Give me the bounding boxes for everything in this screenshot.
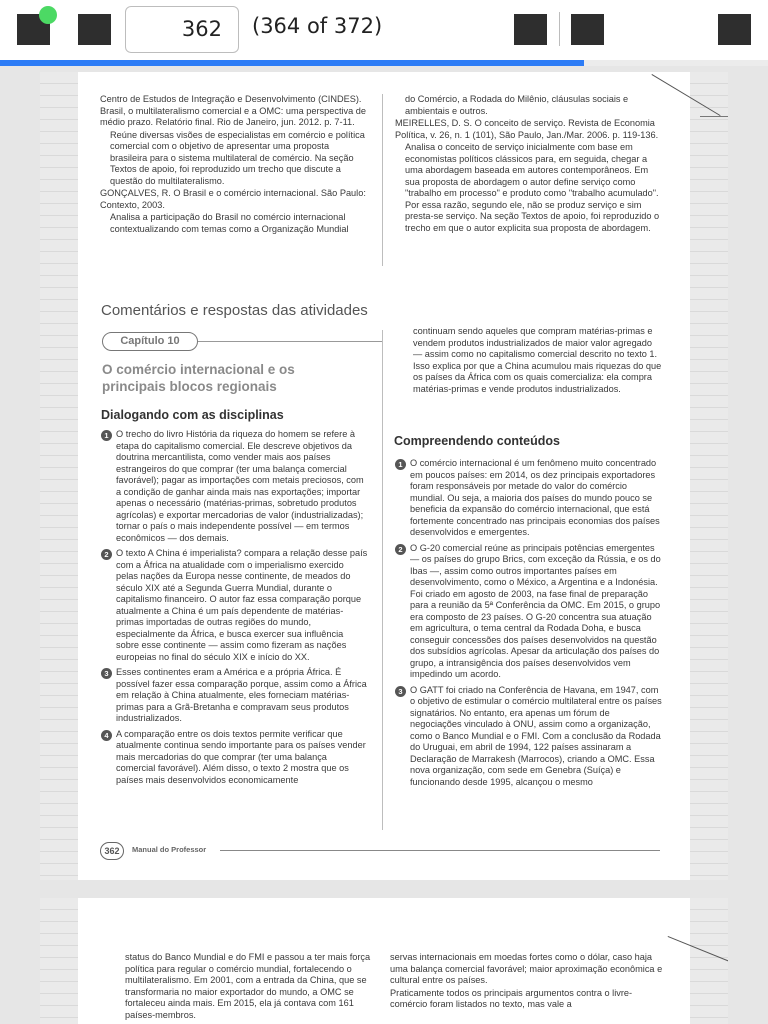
answer-item: [395, 458, 663, 539]
page-gutter-right: [690, 72, 728, 880]
answer-text: O trecho do livro História da riqueza do homem se refere à etapa do capitalismo comercial. Ele descreve objetivos da doutrina mercantilista, como vender mais aos países estrangeiros do que comprar (ter uma balança comercial favorável); pagar as importações com metais preciosos, com a condição de ganhar ainda mais nas exportações; importar apenas o necessário (matérias-primas, sobretudo produtos agrícolas) e exportar mercadorias de valor (industrializadas); tornar o país o mais independente possível — em termos econômicos — dos demais.: [116, 429, 364, 543]
column-divider: [382, 94, 383, 266]
next-page-icon[interactable]: [514, 14, 547, 45]
column-divider: [382, 330, 383, 830]
reader-toolbar: [0, 0, 768, 60]
reference-note: do Comércio, a Rodada do Milênio, cláusulas sociais e ambientais e outros.: [405, 94, 629, 116]
page-number-input[interactable]: 362: [125, 6, 239, 53]
bookmark-icon[interactable]: [571, 14, 604, 45]
paragraph: Praticamente todos os principais argumentos contra o livre-comércio foram listados no texto, mas vale a: [390, 987, 633, 1009]
corner-decoration-2: [700, 116, 728, 117]
document-page: [40, 72, 728, 880]
answer-number-badge: 3: [395, 686, 406, 697]
reference-note: Analisa a participação do Brasil no comércio internacional contextualizando com temas como a Organização Mundial: [110, 212, 349, 234]
answer-text: O G-20 comercial reúne as principais potências emergentes — os países do grupo Brics, com exceção da Rússia, e os do Ibas —, assim como outros importantes países em desenvolvimento, como o México, a Argentina e a Indonésia. Foi criado em agosto de 2003, na fase final de preparação para a reunião da 5ª Conferência da OMC. Em 2015, o grupo era composto de 23 países. O G-20 concentra sua atuação em agricultura, o tema central da Rodada Doha, e busca conseguir concessões dos países desenvolvidos na questão dos subsídios agrícolas. Apesar da articulação dos países do grupo, a intransigência dos países desenvolvidos vem impedindo um acordo.: [410, 542, 661, 679]
reading-progress-fill: [0, 60, 584, 66]
status-dot: [39, 6, 57, 24]
references-right: [395, 94, 662, 235]
answer-text: O GATT foi criado na Conferência de Havana, em 1947, com o objetivo de estimular o comércio multilateral entre os países signatários. No entanto, era apenas um fórum de negociações vinculado à ONU, assim como a organização, como o Banco Mundial e o FMI. Com a conclusão da Rodada do Uruguai, em abril de 1994, 122 países assinaram a Declaração de Marrakesh (Marrocos), criando a OMC. Essa nova organização, com sede em Genebra (Suíça) e funcionando desde 1995, alcançou o mesmo: [410, 684, 662, 787]
answer-number-badge: 2: [395, 544, 406, 555]
menu-icon[interactable]: [718, 14, 751, 45]
subsection-heading-left: Dialogando com as disciplinas: [101, 408, 284, 422]
answer-number-badge: 1: [395, 459, 406, 470]
reference-entry: Centro de Estudos de Integração e Desenvolvimento (CINDES). Brasil, o multilateralismo comercial e a OMC: uma perspectiva de médio prazo. Relatório final. Rio de Janeiro, jun. 2012. p. 7-11.: [100, 94, 367, 127]
answer-item: [101, 429, 368, 544]
page-gutter-right: [690, 898, 728, 1024]
reference-note: Reúne diversas visões de especialistas em comércio e política comercial com o objetivo de apresentar uma proposta brasileira para o sistema multilateral de comércio. Na seção Textos de apoio, foi reproduzido um trecho que discute a questão do multilateralismo.: [110, 129, 365, 186]
answer-number-badge: 1: [101, 430, 112, 441]
references-left: [100, 94, 368, 236]
left-answers: [101, 429, 368, 790]
answer-text: O texto A China é imperialista? compara a relação desse país com a África na atualidade com o imperialismo exercido pelas nações da Europa nesse continente, de meados do século XIX até a Segunda Guerra Mundial, durante o capitalismo financeiro. O autor faz essa comparação porque atualmente a China é um país dependente de matérias-primas importadas de outras regiões do mundo, especialmente da África, e busca exercer sua influência sobre esse continente — assim como fizeram as nações europeias no final do século XIX e início do XX.: [116, 548, 368, 662]
next-page-left-text: status do Banco Mundial e do FMI e passou a ter mais força política para regular o comércio mundial, fortalecendo o multilateralismo. Em 2001, com a entrada da China, que se transformaria no maior exportador do mundo, a OMC se fortaleceu ainda mais. Em 2015, ela já contava com 161 países-membros.: [125, 952, 371, 1020]
document-page-next: [40, 898, 728, 1024]
answer-item: [395, 685, 663, 789]
reference-note: Analisa o conceito de serviço inicialmente com base em economistas políticos clássicos para, em seguida, chegar a uma abordagem baseada em autores contemporâneos. Em sua proposta de abordagem o autor define serviço como "trabalho em processo" e produto como "trabalho acumulado". Por essa razão, segundo ele, não se produz serviço e sim presta-se serviço. Na seção Textos de apoio, foi reproduzido o trecho em que o autor explicita sua proposta de abordagem.: [405, 142, 660, 233]
answer-text: Esses continentes eram a América e a própria África. É possível fazer essa comparação porque, assim como a África em relação à China atualmente, eles forneciam matérias-primas para a Grã-Bretanha e compravam seus produtos industrializados.: [116, 667, 367, 723]
answer-number-badge: 4: [101, 730, 112, 741]
next-page-right-text: [390, 952, 665, 1012]
subsection-heading-right: Compreendendo conteúdos: [394, 434, 560, 448]
footer-rule: [220, 850, 660, 851]
chapter-title: O comércio internacional e os principais blocos regionais: [102, 362, 295, 394]
paragraph: servas internacionais em moedas fortes como o dólar, caso haja uma balança comercial favorável; maior aproximação econômica e cultural entre os países.: [390, 952, 663, 985]
answer-item: [395, 543, 663, 681]
answer-item: [101, 729, 368, 787]
chapter-rule: [198, 341, 382, 342]
chapter-label: Capítulo 10: [102, 332, 198, 351]
toolbar-divider: [559, 12, 560, 46]
page-count-label: (364 of 372): [252, 14, 383, 38]
answer-number-badge: 2: [101, 549, 112, 560]
page-gutter-left: [40, 898, 78, 1024]
reading-progress-bar: [0, 60, 768, 66]
answer-item: [101, 667, 368, 725]
answer-item: [101, 548, 368, 663]
reference-entry: MEIRELLES, D. S. O conceito de serviço. Revista de Economia Política, v. 26, n. 1 (101), São Paulo, Jan./Mar. 2006. p. 119-136.: [395, 118, 659, 140]
right-answers: [395, 458, 663, 792]
previous-page-icon[interactable]: [78, 14, 111, 45]
footer-label: Manual do Professor: [132, 845, 207, 854]
section-title: Comentários e respostas das atividades: [101, 302, 368, 319]
page-gutter-left: [40, 72, 78, 880]
right-continuation: continuam sendo aqueles que compram matérias-primas e vendem produtos industrializados de maior valor agregado — assim como no capitalismo comercial descrito no texto 1. Isso explica por que a China acumulou mais riquezas do que os países da África com os quais comercializa: ela compra matérias-primas e vende produtos industrializados.: [413, 326, 662, 394]
footer-page-number: 362: [100, 842, 124, 860]
answer-number-badge: 3: [101, 668, 112, 679]
reference-entry: GONÇALVES, R. O Brasil e o comércio internacional. São Paulo: Contexto, 2003.: [100, 188, 366, 210]
answer-text: A comparação entre os dois textos permite verificar que atualmente continua sendo importante para os países vender mais mercadorias do que comprar (ter uma balança comercial favorável). Além disso, o texto 2 mostra que os países mais desenvolvidos economicamente: [116, 728, 366, 785]
answer-text: O comércio internacional é um fenômeno muito concentrado em poucos países: em 2014, os dez principais exportadores foram responsáveis por metade do valor do comércio mundial. Ou seja, a maioria dos países do mundo pouco se beneficia da expansão do comércio internacional, que está fortemente concentrado nas principais economias dos países desenvolvidos e emergentes.: [410, 458, 660, 537]
